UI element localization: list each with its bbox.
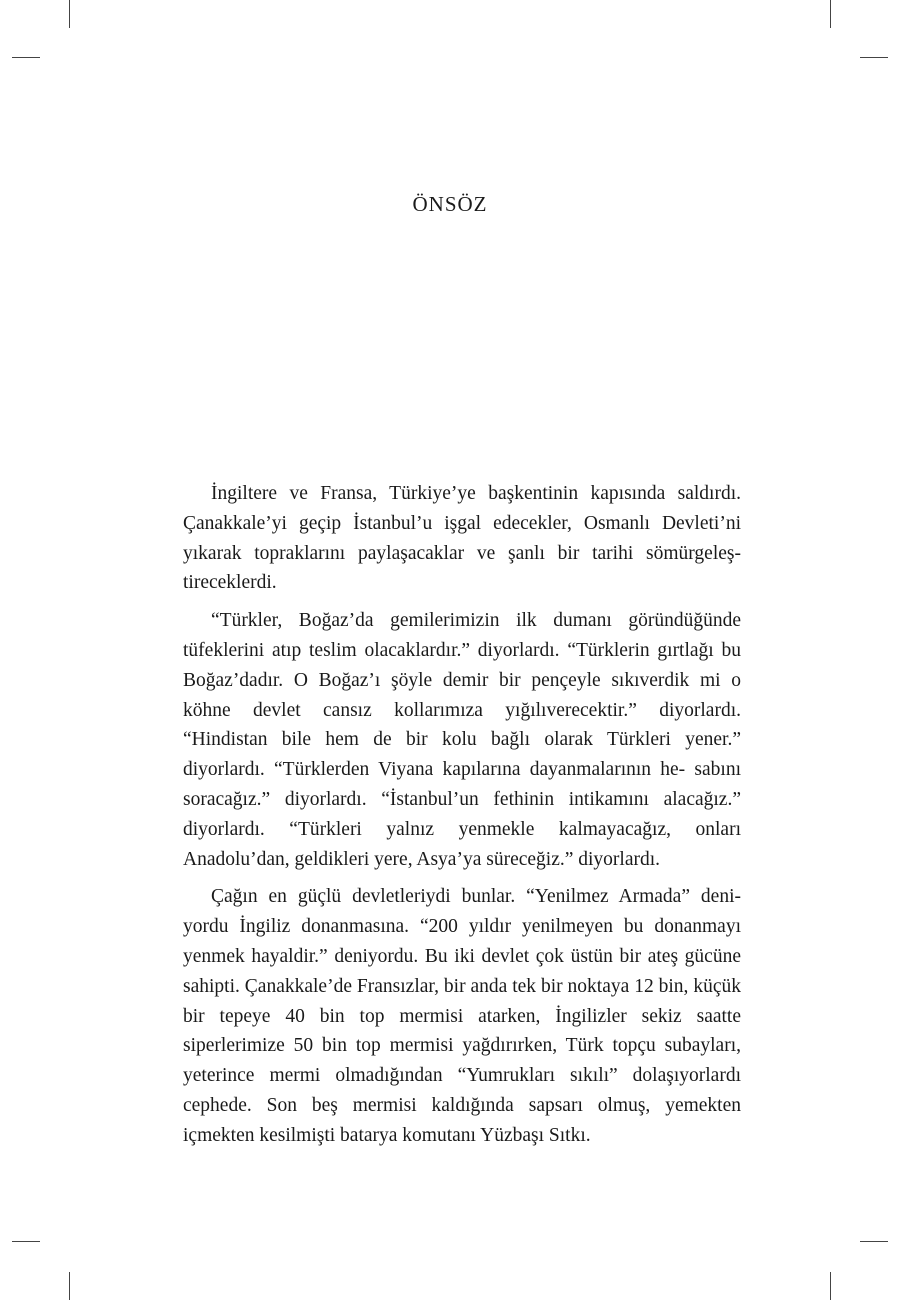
crop-mark-bottom-left <box>69 1272 70 1300</box>
crop-mark-top-right-horizontal <box>860 57 888 58</box>
crop-mark-top-left-horizontal <box>12 57 40 58</box>
body-text <box>183 479 741 1159</box>
paragraph-3: Çağın en güçlü devletleriydi bunlar. “Yenilmez Armada” deni- yordu İngiliz donanmasına. “200 yıldır yenilmeyen bu donanmayı yenmek hayaldir.” deniyordu. Bu iki devlet çok üstün bir ateş gücüne sahipti. Çanakkale’de Fransızlar, bir anda tek bir noktaya 12 bin, küçük bir tepeye 40 bin top mermisi atarken, İngilizler sekiz saatte siperlerimize 50 bin top mermisi yağdırırken, Türk topçu subayları, yeterince mermi olmadığından “Yumrukları sıkılı” dolaşıyorlardı cephede. Son beş mermisi kaldığında sapsarı olmuş, yemekten içmekten kesilmişti batarya komutanı Yüzbaşı Sıtkı. <box>183 886 741 1146</box>
paragraph-2: “Türkler, Boğaz’da gemilerimizin ilk dumanı göründüğünde tüfeklerini atıp teslim olacaklardır.” diyorlardı. “Türklerin gırtlağı bu Boğaz’dadır. O Boğaz’ı şöyle demir bir pençeyle sıkıverdik mi o köhne devlet cansız kollarımıza yığılıverecektir.” diyorlardı. “Hindistan bile hem de bir kolu bağlı olarak Türkleri yener.” diyorlardı. “Türklerden Viyana kapılarına dayanmalarının he- sabını soracağız.” diyorlardı. “İstanbul’un fethinin intikamını alacağız.” diyorlardı. “Türkleri yalnız yenmekle kalmayacağız, onları Anadolu’dan, geldikleri yere, Asya’ya süreceğiz.” diyorlardı. <box>183 610 741 870</box>
crop-mark-bottom-right-horizontal <box>860 1241 888 1242</box>
crop-mark-bottom-left-horizontal <box>12 1241 40 1242</box>
crop-mark-top-right <box>830 0 831 28</box>
crop-mark-bottom-right <box>830 1272 831 1300</box>
page-title: ÖNSÖZ <box>412 192 488 216</box>
paragraph-1: İngiltere ve Fransa, Türkiye’ye başkentinin kapısında saldırdı. Çanakkale’yi geçip İstanbul’u işgal edecekler, Osmanlı Devleti’ni yıkarak topraklarını paylaşacaklar ve şanlı bir tarihi sömürgeleş- tireceklerdi. <box>183 483 741 594</box>
crop-mark-top-left <box>69 0 70 28</box>
